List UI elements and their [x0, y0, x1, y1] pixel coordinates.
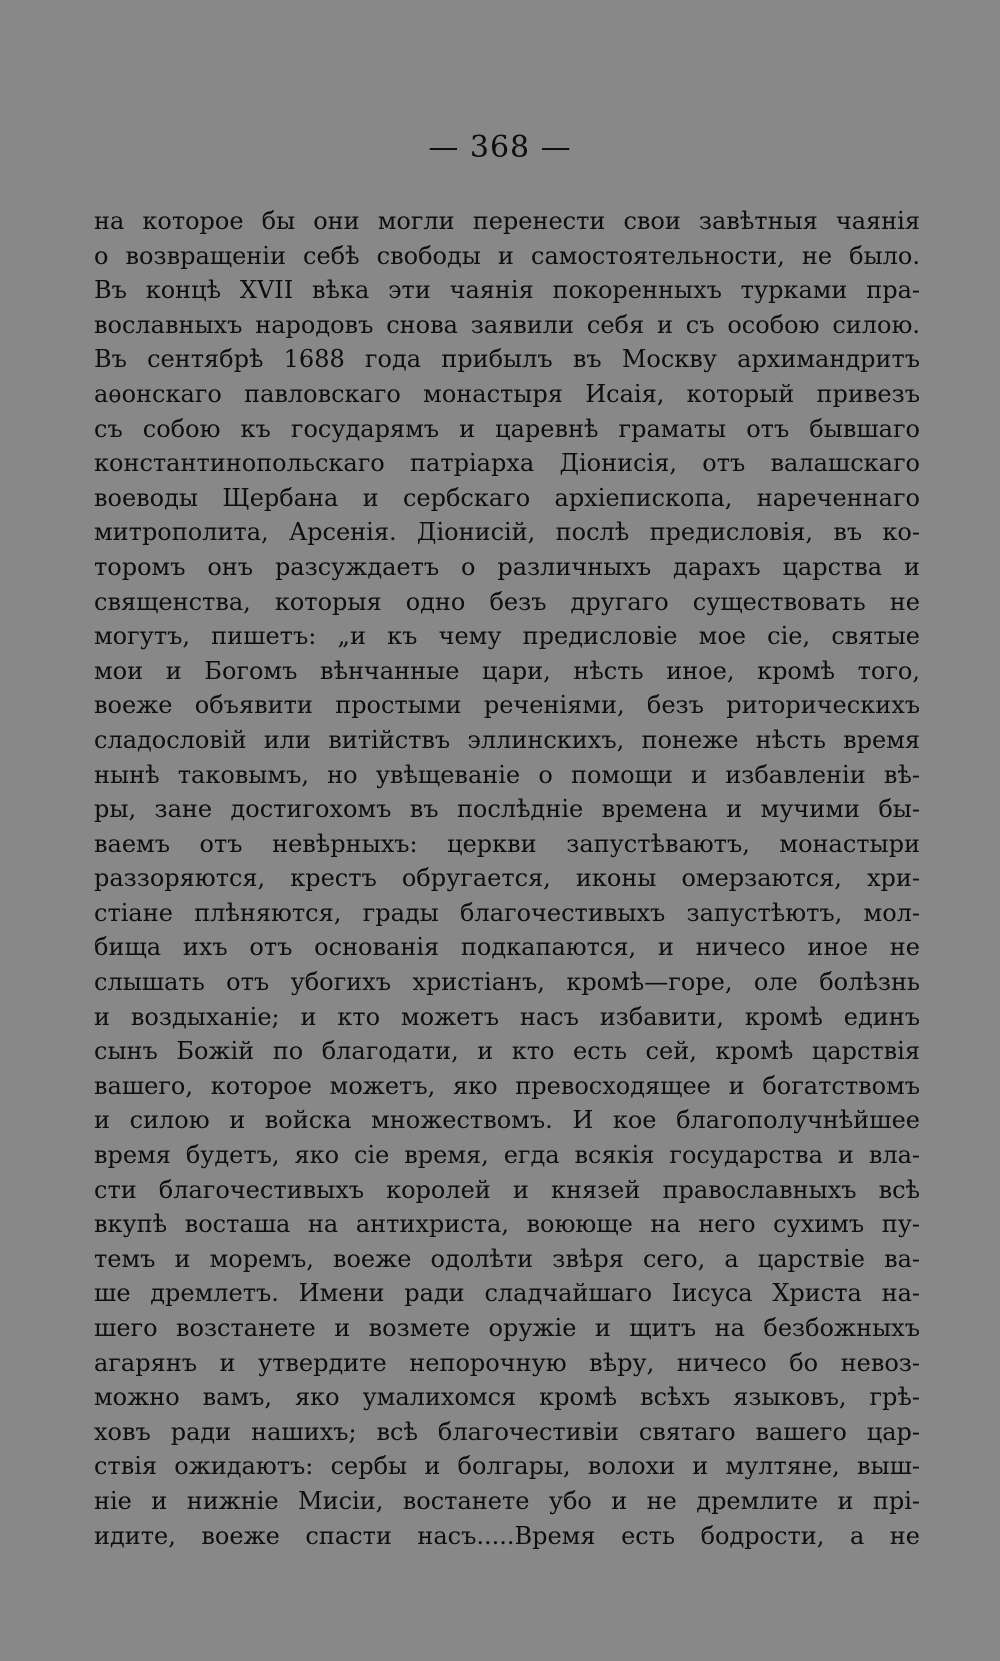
text-line: ніе и нижніе Мисіи, востанете убо и не дремлите и прі- [94, 1486, 920, 1515]
text-line: могутъ, пишетъ: „и къ чему предисловіе мое сіе, святые [94, 622, 920, 651]
text-line: ры, зане достигохомъ въ послѣдніе времена и мучими бы- [94, 795, 920, 824]
text-line: константинопольскаго патріарха Діонисія, отъ валашскаго [94, 449, 920, 478]
text-line: бища ихъ отъ основанія подкапаются, и ничесо иное не [94, 933, 920, 962]
text-line: ше дремлетъ. Имени ради сладчайшаго Іисуса Христа на- [94, 1279, 920, 1308]
text-line: идите, воеже спасти насъ.....Время есть бодрости, а не [94, 1521, 920, 1550]
text-line: темъ и моремъ, воеже одолѣти звѣря сего, а царствіе ва- [94, 1244, 920, 1273]
page-text [94, 204, 920, 1553]
text-line: ховъ ради нашихъ; всѣ благочестивіи святаго вашего цар- [94, 1417, 920, 1446]
text-line: митрополита, Арсенія. Діонисій, послѣ предисловія, въ ко- [94, 518, 920, 547]
text-line: сладословій или витійствъ эллинскихъ, понеже нѣсть время [94, 725, 920, 754]
text-line: Въ концѣ XVII вѣка эти чаянія покоренныхъ турками пра- [94, 276, 920, 305]
text-line: съ собою къ государямъ и царевнѣ граматы отъ бывшаго [94, 414, 920, 443]
text-line: аѳонскаго павловскаго монастыря Исаія, который привезъ [94, 379, 920, 408]
text-line: можно вамъ, яко умалихомся кромѣ всѣхъ языковъ, грѣ- [94, 1383, 920, 1412]
text-line: вкупѣ восташа на антихриста, воюющe на него сухимъ пу- [94, 1210, 920, 1239]
text-line: мои и Богомъ вѣнчанные цари, нѣсть иное, кромѣ того, [94, 656, 920, 685]
text-line: ствія ожидаютъ: сербы и болгары, волохи и мултяне, выш- [94, 1452, 920, 1481]
text-line: нынѣ таковымъ, но увѣщеваніе о помощи и избавленіи вѣ- [94, 760, 920, 789]
text-line: и силою и войска множествомъ. И кое благополучнѣйшее [94, 1106, 920, 1135]
text-line: шего возстанете и возмете оружіе и щитъ на безбожныхъ [94, 1314, 920, 1342]
text-line: время будетъ, яко сіе время, егда всякія государства и вла- [94, 1141, 920, 1170]
text-line: священства, которыя одно безъ другаго существовать не [94, 587, 920, 616]
text-line: слышать отъ убогихъ христіанъ, кромѣ—горе, оле болѣзнь [94, 968, 920, 997]
text-line: сынъ Божій по благодати, и кто есть сей, кромѣ царствія [94, 1037, 920, 1066]
text-line: стіане плѣняются, грады благочестивыхъ запустѣютъ, мол- [94, 898, 920, 927]
text-line: раззоряются, крестъ обругается, иконы омерзаются, хри- [94, 864, 920, 893]
text-line: торомъ онъ разсуждаетъ о различныхъ дарахъ царства и [94, 552, 920, 581]
text-line: агарянъ и утвердите непорочную вѣру, ничесо бо невоз- [94, 1348, 920, 1377]
text-line: сти благочестивыхъ королей и князей православныхъ всѣ [94, 1175, 920, 1204]
text-line: вославныхъ народовъ снова заявили себя и съ особою силою. [94, 310, 920, 339]
text-line: на которое бы они могли перенести свои завѣтныя чаянія [94, 207, 920, 235]
text-line: воеже объявити простыми реченіями, безъ риторическихъ [94, 691, 920, 720]
text-line: и воздыханіе; и кто можетъ насъ избавити, кромѣ единъ [94, 1002, 920, 1031]
text-line: воеводы Щербана и сербскаго архіепископа, нареченнаго [94, 483, 920, 512]
text-line: вашего, которое можетъ, яко превосходящее и богатствомъ [94, 1071, 920, 1100]
text-line: о возвращеніи себѣ свободы и самостоятельности, не было. [94, 241, 920, 270]
page-number: — 368 — [428, 130, 572, 165]
text-line: ваемъ отъ невѣрныхъ: церкви запустѣваютъ, монастыри [94, 829, 920, 858]
text-line: Въ сентябрѣ 1688 года прибылъ въ Москву архимандритъ [94, 345, 920, 374]
